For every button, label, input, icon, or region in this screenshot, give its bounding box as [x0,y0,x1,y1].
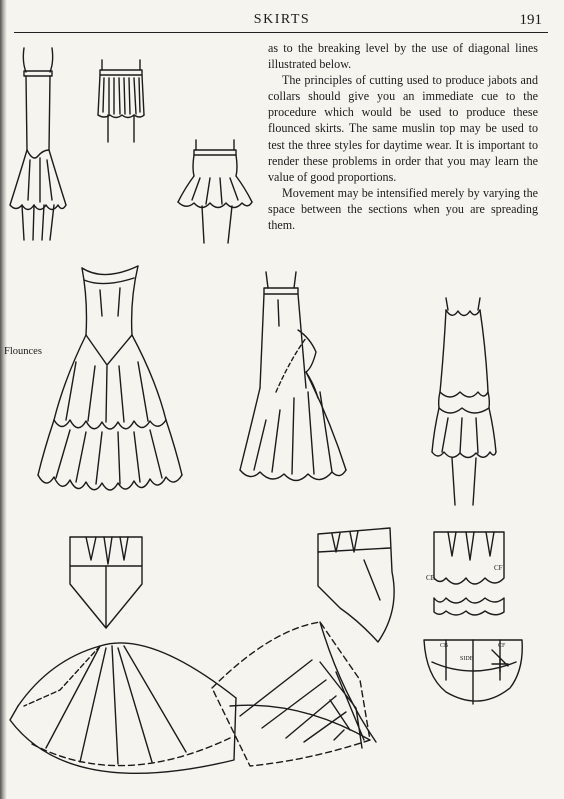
illustration-dress-diagonal-flounce [240,272,346,481]
running-head-title: SKIRTS [253,12,311,27]
pattern-label-cb-fold: CB [440,643,449,649]
pattern-label-cf: CF [494,564,503,572]
page-number: 191 [519,12,542,28]
pattern-bodice-with-side-panel [318,528,394,642]
paragraph-1: as to the breaking level by the use of diagonal lines illustrated below. [268,41,538,72]
pattern-half-circle-skirt-right [424,640,522,704]
pattern-yoke-left [70,537,142,628]
pattern-label-cf-fold: CF [498,643,506,649]
pattern-scalloped-bodice [434,532,504,615]
pattern-circular-flounce-left [10,643,236,773]
paragraph-2: The principles of cutting used to produce jabots and collars should give you an immediate cue to the procedure which would be used to produce these flounced skirts. The same muslin top may be used to test the three styles for daytime wear. It is important to render these problems in order that you may learn the value of good proportions. [268,73,538,184]
flounces-margin-label: Flounces [4,346,42,357]
paragraph-3: Movement may be intensified merely by varying the space between the sections when you are spreading them. [268,185,538,233]
sketch-short-flounced-skirt [178,140,252,243]
pattern-label-side: SIDE [460,656,474,662]
pattern-label-cb: CB [426,574,436,582]
illustration-dress-two-tier-flounce [38,266,182,490]
illustration-dress-scalloped-flounce [432,298,496,505]
pattern-circular-flounce-middle [212,622,376,766]
sketch-long-gown-with-flounce [10,48,66,240]
sketch-pleated-skirt-top [98,60,144,142]
